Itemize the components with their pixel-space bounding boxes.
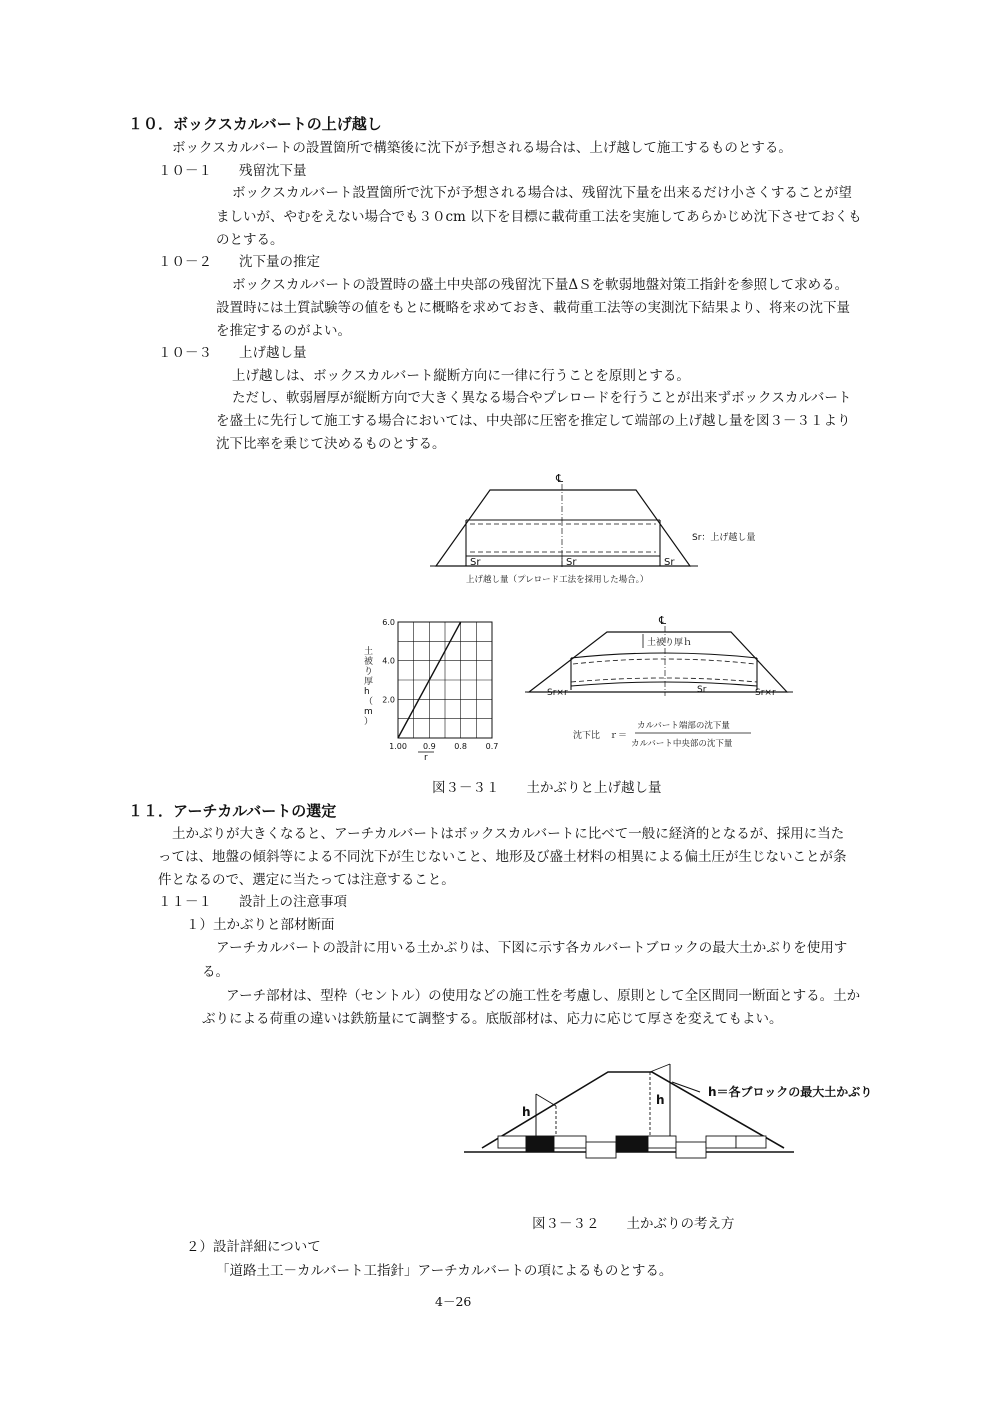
section-10-intro: ボックスカルバートの設置箇所で構築後に沈下が予想される場合は、上げ越して施工するものとする。 [172, 140, 792, 156]
h-label-right: h [656, 1093, 665, 1107]
paragraph-line: 件となるので、選定に当たっては注意すること。 [158, 872, 455, 888]
paragraph-line: 上げ越しは、ボックスカルバート縦断方向に一律に行うことを原則とする。 [232, 368, 690, 384]
raised-bottom-curve [571, 678, 757, 682]
preload-raise-diagram [430, 470, 770, 590]
paragraph-line: 設置時には土質試験等の値をもとに概略を求めておき、載荷重工法等の実測沈下結果より、将来の沈下量 [216, 300, 850, 316]
figure-3-32-caption: 図３－３２ 土かぶりの考え方 [532, 1216, 735, 1232]
sr-label-left: Sr [470, 557, 481, 568]
sr-definition: Sr：上げ越し量 [692, 533, 756, 543]
subsection-10-2-title: １０－２ 沈下量の推定 [158, 254, 320, 270]
paragraph-line: アーチカルバートの設計に用いる土かぶりは、下図に示す各カルバートブロックの最大土かぶりを使用す [216, 940, 848, 956]
ratio-numerator: カルバート端部の沈下量 [637, 721, 730, 731]
paragraph-line: ボックスカルバート設置箇所で沈下が予想される場合は、残留沈下量を出来るだけ小さくすることが望 [232, 185, 852, 201]
srxr-label-right: Sr×r [755, 688, 776, 698]
note-leader [672, 1082, 700, 1092]
paragraph-line: ぶりによる荷重の違いは鉄筋量にて調整する。底版部材は、応力に応じて厚さを変えてもよい。 [202, 1011, 783, 1027]
chart-xlabel: r [424, 753, 428, 763]
paragraph-line: アーチ部材は、型枠（セントル）の使用などの施工性を考慮し、原則として全区間同一断面とする。土か [226, 988, 861, 1004]
embankment-outline [436, 490, 690, 566]
cover-raise-diagram [525, 612, 795, 757]
cover-ratio-chart [352, 612, 502, 767]
culvert-block [586, 1142, 616, 1158]
culvert-block [736, 1136, 766, 1148]
sr-label-center: Sr [566, 557, 577, 568]
paragraph-line: っては、地盤の傾斜等による不同沈下が生じないこと、地形及び盛土材料の相異による偏土圧が生じないことが条 [158, 849, 847, 865]
paragraph-line: を推定するのがよい。 [216, 323, 351, 339]
x-tick-label: 0.9 [422, 742, 436, 751]
paragraph-line: ましいが、やむをえない場合でも３０cm 以下を目標に載荷重工法を実施してあらかじめ沈下させておくも [216, 209, 862, 225]
y-tick-label: 2.0 [382, 695, 395, 705]
box-bottom-curve [571, 682, 757, 686]
section-11-heading: １１．アーチカルバートの選定 [128, 802, 337, 820]
culvert-block-joint [616, 1136, 648, 1152]
y-axis-ticks [382, 618, 395, 704]
culvert-block [554, 1136, 586, 1148]
paragraph-line: のとする。 [216, 232, 284, 248]
ratio-denominator: カルバート中央部の沈下量 [631, 739, 733, 749]
x-axis-ticks [389, 742, 498, 751]
chart-grid [398, 622, 492, 738]
box-top-curve [571, 653, 757, 658]
paragraph-line: ただし、軟弱層厚が縦断方向で大きく異なる場合やプレロードを行うことが出来ずボックスカルバート [232, 390, 852, 406]
h-label-left: h [522, 1105, 531, 1119]
sr-label-right: Sr [664, 557, 675, 568]
ratio-label: 沈下比 ｒ＝ [573, 731, 628, 741]
paragraph-line: 沈下比率を乗じて決めるものとする。 [216, 436, 446, 452]
culvert-block [648, 1136, 676, 1148]
top-diagram-caption: 上げ越し量（プレロード工法を採用した場合。） [466, 575, 649, 585]
paragraph-line: 土かぶりが大きくなると、アーチカルバートはボックスカルバートに比べて一般に経済的となるが、採用に当た [172, 826, 845, 842]
x-tick-label: 1.00 [389, 742, 407, 751]
paragraph-line: 「道路土工－カルバート工指針」アーチカルバートの項によるものとする。 [216, 1263, 673, 1279]
centerline-mark: ℄ [659, 614, 667, 627]
cover-thickness-label: 土被り厚ｈ [647, 638, 693, 648]
figure-3-31-caption: 図３－３１ 土かぶりと上げ越し量 [432, 780, 662, 796]
h-definition: h＝各ブロックの最大土かぶり [708, 1085, 873, 1099]
x-tick-label: 0.7 [485, 742, 499, 751]
chart-ylabel: 土被り厚 h （ m ） [364, 647, 374, 727]
section-10-heading: １０．ボックスカルバートの上げ越し [128, 115, 382, 133]
h-guide [650, 1064, 670, 1072]
culvert-block [706, 1136, 736, 1148]
culvert-block [498, 1136, 526, 1148]
paragraph-line: ボックスカルバートの設置時の盛土中央部の残留沈下量ΔＳを軟弱地盤対策工指針を参照して求める。 [232, 277, 849, 293]
sr-label-center: Sr [697, 685, 707, 695]
paragraph-line: る。 [202, 964, 229, 980]
culvert-block-joint [526, 1136, 554, 1152]
page-number: 4－26 [435, 1294, 472, 1309]
h-guide [536, 1094, 556, 1106]
arch-cover-diagram [464, 1058, 894, 1168]
subsection-11-1-title: １１－１ 設計上の注意事項 [158, 894, 347, 910]
y-tick-label: 6.0 [382, 618, 395, 627]
srxr-label-left: Sr×r [547, 688, 568, 698]
x-tick-label: 0.8 [454, 742, 468, 751]
centerline-mark: ℄ [556, 472, 564, 485]
item-2-title: ２）設計詳細について [186, 1239, 321, 1255]
subsection-10-3-title: １０－３ 上げ越し量 [158, 345, 307, 361]
item-1-title: １）土かぶりと部材断面 [186, 917, 335, 933]
subsection-10-1-title: １０－１ 残留沈下量 [158, 163, 307, 179]
paragraph-line: を盛土に先行して施工する場合においては、中央部に圧密を推定して端部の上げ越し量を図３－３１より [216, 413, 851, 429]
y-tick-label: 4.0 [382, 656, 395, 666]
culvert-block [676, 1142, 706, 1158]
raised-top-curve [573, 659, 755, 664]
